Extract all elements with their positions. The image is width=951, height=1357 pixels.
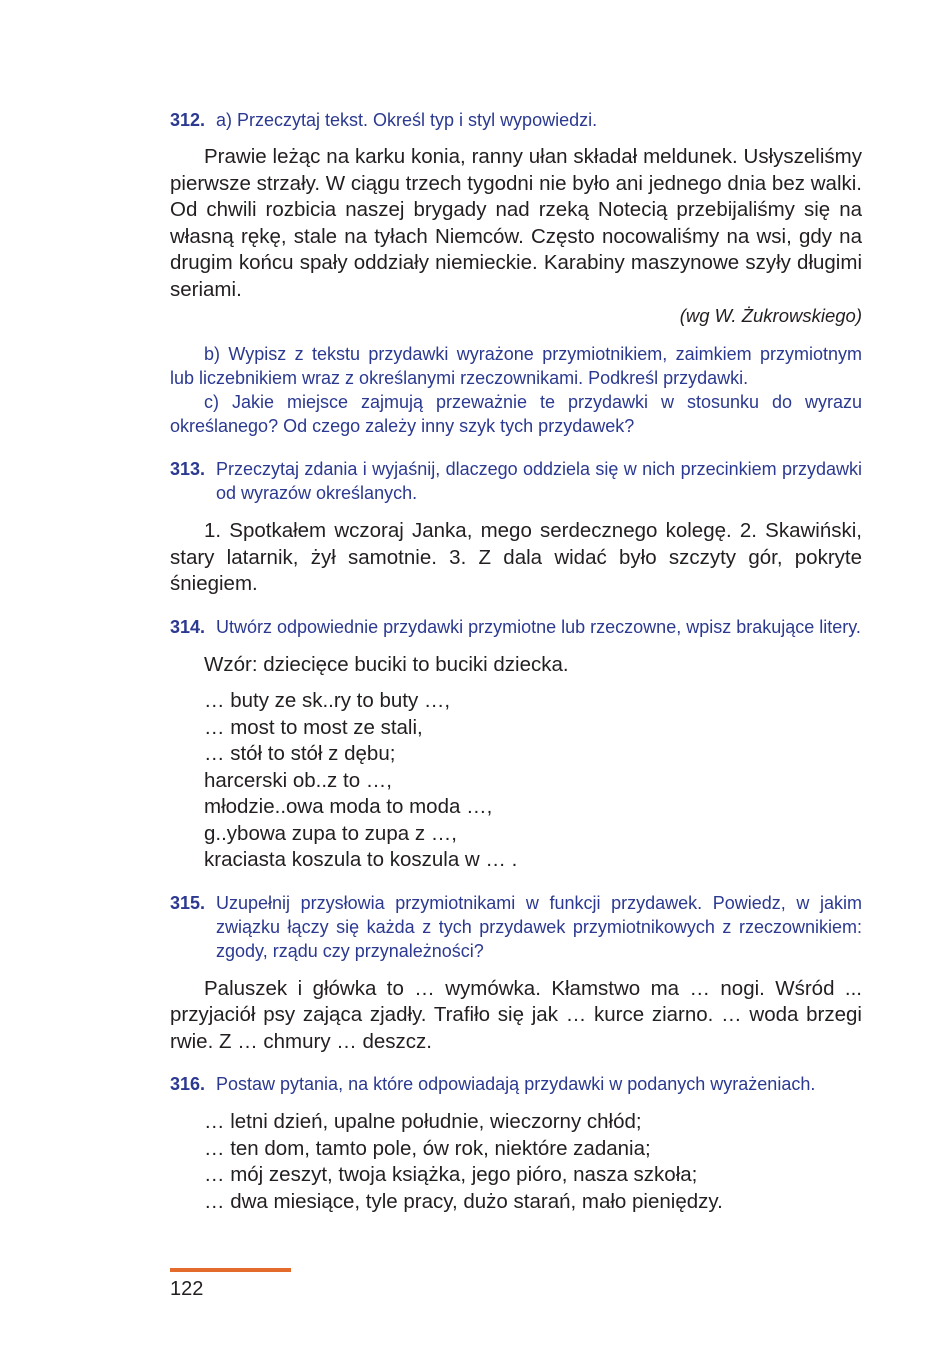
list-item: … ten dom, tamto pole, ów rok, niektóre zadania; <box>204 1136 651 1160</box>
list-item: … most to most ze stali, <box>204 715 423 739</box>
exercise-312-text <box>170 144 862 303</box>
paragraph: Prawie leżąc na karku konia, ranny ułan składał meldunek. Usłyszeliśmy pierwsze strzały. W ciągu trzech tygodni nie było ani jednego dnia bez walki. Od chwili rozbicia naszej brygady nad rzeką Notecią przebijaliśmy się na własną rękę, stale na tyłach Niemców. Często nocowaliśmy na wsi, gdy na drugim końcu spały oddziały niemieckie. Karabiny maszynowe szyły długimi seriami. <box>170 145 862 301</box>
exercise-313-text <box>170 518 862 598</box>
list-item: młodzie..owa moda to moda …, <box>204 795 493 818</box>
paragraph: 1. Spotkałem wczoraj Janka, mego serdecznego kolegę. 2. Skawiński, stary latarnik, żył samotnie. 3. Z dala widać było szczyty gór, pokryte śniegiem. <box>170 519 862 595</box>
list-item: … letni dzień, upalne południe, wieczorny chłód; <box>204 1110 642 1133</box>
exercise-314-example: Wzór: dziecięce buciki to buciki dziecka. <box>204 652 569 676</box>
exercise-314-header <box>170 615 862 639</box>
list-item: kraciasta koszula to koszula w … . <box>204 848 518 871</box>
exercise-315-text <box>170 976 862 1056</box>
list-item: … stół to stół z dębu; <box>204 742 396 765</box>
exercise-instruction: a) Przeczytaj tekst. Określ typ i styl wypowiedzi. <box>216 110 598 130</box>
exercise-316-lines <box>170 1109 862 1215</box>
list-item: … dwa miesiące, tyle pracy, dużo starań, mało pieniędzy. <box>204 1189 723 1213</box>
list-item: harcerski ob..z to …, <box>204 768 392 792</box>
exercise-312-task-b: b) Wypisz z tekstu przydawki wyrażone przymiotnikiem, zaimkiem przymiotnym lub liczebnikiem wraz z określanymi rzeczownikami. Podkreśl przydawki. <box>170 344 862 388</box>
footer-accent-bar <box>170 1268 291 1272</box>
paragraph: Paluszek i główka to … wymówka. Kłamstwo ma … nogi. Wśród ... przyjaciół psy zająca zjadły. Trafiło się jak … kurce ziarno. … woda brzegi rwie. Z … chmury … deszcz. <box>170 976 862 1053</box>
page-content <box>170 108 862 1215</box>
page-number: 122 <box>170 1278 204 1300</box>
exercise-number: 312. <box>170 110 206 130</box>
exercise-316-header <box>170 1072 862 1096</box>
exercise-number: 314. <box>170 616 206 637</box>
exercise-314-lines <box>170 688 862 874</box>
exercise-313-header <box>170 457 862 505</box>
exercise-number: 316. <box>170 1074 206 1094</box>
exercise-number: 315. <box>170 892 206 913</box>
exercise-instruction: Utwórz odpowiednie przydawki przymiotne lub rzeczowne, wpisz brakujące litery. <box>216 616 861 637</box>
exercise-315-header <box>170 891 862 963</box>
list-item: … buty ze sk..ry to buty …, <box>204 689 451 712</box>
author-attribution: (wg W. Żukrowskiego) <box>679 305 862 326</box>
exercise-number: 313. <box>170 459 206 479</box>
list-item: g..ybowa zupa to zupa z …, <box>204 821 457 845</box>
exercise-instruction: Przeczytaj zdania i wyjaśnij, dlaczego oddziela się w nich przecinkiem przydawki od wyrazów określanych. <box>216 459 862 503</box>
exercise-instruction: Postaw pytania, na które odpowiadają przydawki w podanych wyrażeniach. <box>216 1074 816 1094</box>
list-item: … mój zeszyt, twoja książka, jego pióro, nasza szkoła; <box>204 1163 698 1186</box>
exercise-instruction: Uzupełnij przysłowia przymiotnikami w funkcji przydawek. Powiedz, w jakim związku łączy się każda z tych przydawek przymiotnikowych z rzeczownikiem: zgody, rządu czy przynależności? <box>216 892 862 961</box>
exercise-312-task-c: c) Jakie miejsce zajmują przeważnie te przydawki w stosunku do wyrazu określanego? Od czego zależy inny szyk tych przydawek? <box>170 392 862 436</box>
exercise-312-header <box>170 108 862 132</box>
